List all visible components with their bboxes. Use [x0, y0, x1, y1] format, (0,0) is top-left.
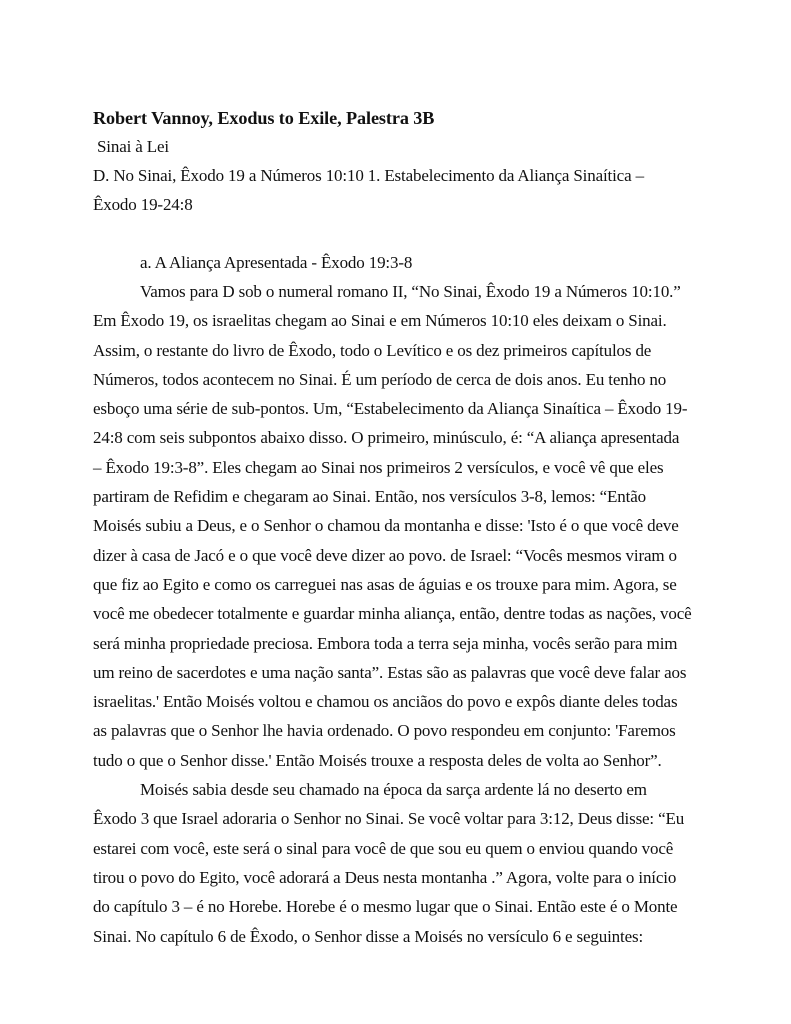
paragraph-line: Sinai. No capítulo 6 de Êxodo, o Senhor disse a Moisés no versículo 6 e seguintes: [93, 926, 644, 946]
paragraph-line: Vamos para D sob o numeral romano II, “No Sinai, Êxodo 19 a Números 10:10.” [140, 282, 681, 301]
page-content [93, 106, 713, 951]
paragraph-line: Em Êxodo 19, os israelitas chegam ao Sinai e em Números 10:10 eles deixam o Sinai. [93, 311, 667, 331]
paragraph-line: as palavras que o Senhor lhe havia ordenado. O povo respondeu em conjunto: 'Faremos [93, 721, 676, 741]
paragraph-line: partiram de Refidim e chegaram ao Sinai. Então, nos versículos 3-8, lemos: “Então [93, 487, 646, 507]
paragraph-line: tudo o que o Senhor disse.' Então Moisés trouxe a resposta deles de volta ao Senhor”. [93, 750, 662, 770]
section-heading: a. A Aliança Apresentada - Êxodo 19:3-8 [140, 253, 413, 272]
paragraph-line: Êxodo 3 que Israel adoraria o Senhor no Sinai. Se você voltar para 3:12, Deus disse: “Eu [93, 809, 685, 829]
paragraph-line: 24:8 com seis subpontos abaixo disso. O primeiro, minúsculo, é: “A aliança apresentada [93, 428, 680, 448]
paragraph-line: um reino de sacerdotes e uma nação santa”. Estas são as palavras que você deve falar aos [93, 662, 687, 682]
paragraph-2 [93, 775, 713, 951]
paragraph-line: Moisés sabia desde seu chamado na época da sarça ardente lá no deserto em [140, 780, 647, 800]
paragraph-line: esboço uma série de sub-pontos. Um, “Estabelecimento da Aliança Sinaítica – Êxodo 19- [93, 399, 688, 419]
paragraph-line: tirou o povo do Egito, você adorará a Deus nesta montanha .” Agora, volte para o início [93, 867, 677, 887]
paragraph-line: dizer à casa de Jacó e o que você deve dizer ao povo. de Israel: “Vocês mesmos viram o [93, 545, 677, 565]
paragraph-line: você me obedecer totalmente e guardar minha aliança, então, dentre todas as nações, você [93, 604, 692, 624]
paragraph-line: que fiz ao Egito e como os carreguei nas asas de águias e os trouxe para mim. Agora, se [93, 574, 677, 594]
paragraph-line: israelitas.' Então Moisés voltou e chamou os anciãos do povo e expôs diante deles todas [93, 692, 678, 712]
document-subtitle: Sinai à Lei [97, 137, 169, 156]
heading-line-2: Êxodo 19-24:8 [93, 195, 193, 214]
paragraph-line: – Êxodo 19:3-8”. Eles chegam ao Sinai nos primeiros 2 versículos, e você vê que eles [93, 457, 664, 477]
paragraph-line: estarei com você, este será o sinal para você de que sou eu quem o enviou quando você [93, 838, 674, 858]
paragraph-line: Moisés subiu a Deus, e o Senhor o chamou da montanha e disse: 'Isto é o que você deve [93, 516, 679, 536]
paragraph-line: Assim, o restante do livro de Êxodo, todo o Levítico e os dez primeiros capítulos de [93, 340, 652, 360]
paragraph-line: Números, todos acontecem no Sinai. É um período de cerca de dois anos. Eu tenho no [93, 369, 667, 389]
paragraph-1 [93, 277, 713, 775]
paragraph-line: do capítulo 3 – é no Horebe. Horebe é o mesmo lugar que o Sinai. Então este é o Monte [93, 897, 678, 917]
spacer [93, 219, 713, 248]
document-title: Robert Vannoy, Exodus to Exile, Palestra 3B [93, 108, 435, 128]
paragraph-line: será minha propriedade preciosa. Embora toda a terra seja minha, vocês serão para mim [93, 633, 678, 653]
heading-line-1: D. No Sinai, Êxodo 19 a Números 10:10 1. Estabelecimento da Aliança Sinaítica – [93, 166, 644, 185]
